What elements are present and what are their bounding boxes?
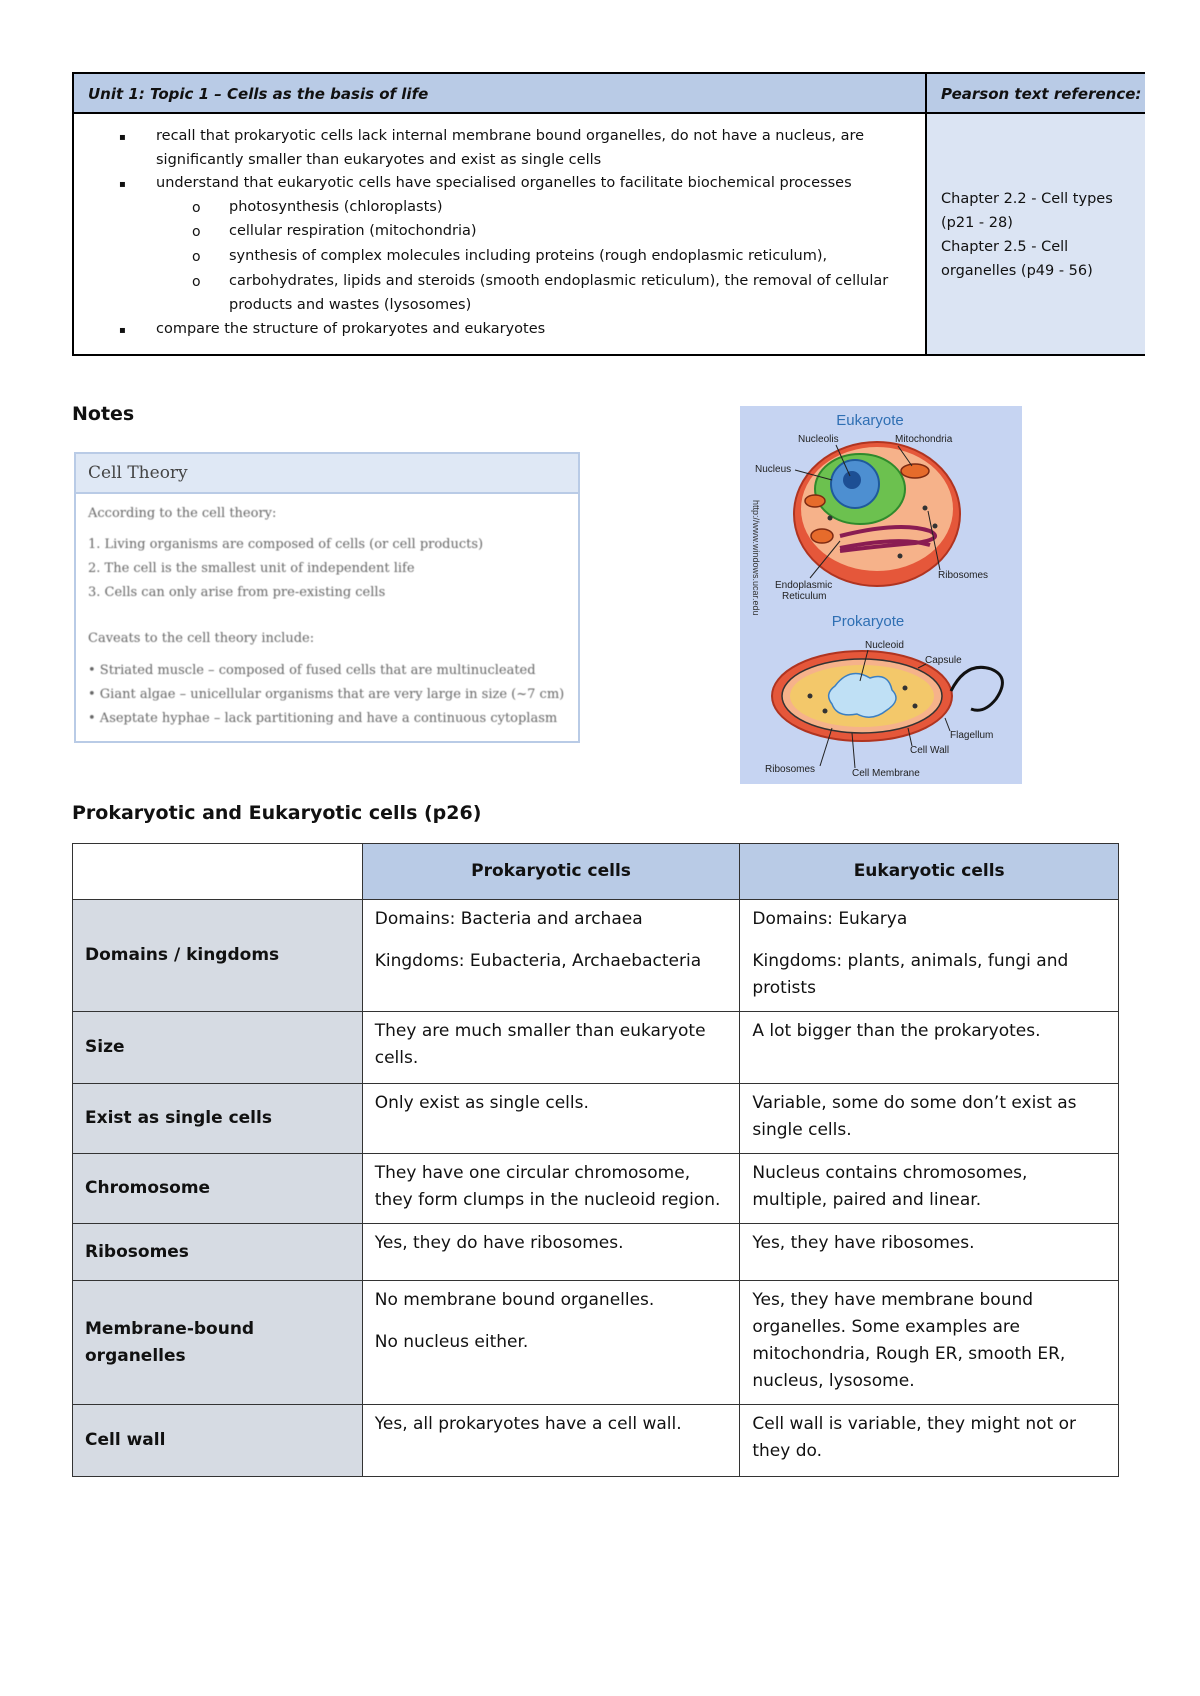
cell-text: They are much smaller than eukaryote cells.: [374, 1021, 706, 1068]
row-label: Domains / kingdoms: [73, 900, 363, 1012]
cell-text: Yes, they have ribosomes.: [752, 1233, 975, 1253]
prokaryotic-cell: [362, 1154, 740, 1224]
cell-text: Variable, some do some don’t exist as single cells.: [752, 1093, 1077, 1140]
diagram-source-text: http://www.windows.ucar.edu: [751, 500, 761, 616]
column-header-eukaryotic: Eukaryotic cells: [740, 844, 1119, 900]
cell-text: Cell wall is variable, they might not or they do.: [752, 1414, 1076, 1461]
outcome-line: compare the structure of prokaryotes and eukaryotes: [156, 321, 546, 337]
sub-bullet-icon: o: [192, 224, 201, 240]
column-header-blank: [73, 844, 363, 900]
row-label: Exist as single cells: [73, 1084, 363, 1154]
row-label: Membrane-bound organelles: [73, 1281, 363, 1405]
outcome-sub-line: products and wastes (lysosomes): [229, 297, 472, 313]
prokaryotic-cell: [362, 1012, 740, 1084]
table-row: [73, 1224, 1119, 1281]
cell-text: They have one circular chromosome, they form clumps in the nucleoid region.: [374, 1163, 721, 1210]
label-nucleolis: Nucleolis: [798, 434, 839, 445]
ribosome-dot: [903, 686, 908, 691]
label-ribosomes: Ribosomes: [765, 764, 816, 775]
sub-bullet-icon: o: [192, 249, 201, 265]
mitochondrion-shape: [811, 529, 833, 543]
unit-title: Unit 1: Topic 1 – Cells as the basis of life: [74, 74, 927, 114]
cell-text: Yes, all prokaryotes have a cell wall.: [374, 1414, 682, 1434]
outcome-sub-line: cellular respiration (mitochondria): [229, 223, 477, 239]
nucleolus-shape: [843, 471, 861, 489]
comparison-table: [72, 843, 1119, 1477]
ribosome-dot: [808, 694, 813, 699]
label-nucleoid: Nucleoid: [865, 640, 904, 651]
sub-bullet-icon: o: [192, 274, 201, 290]
table-row: [73, 900, 1119, 1012]
eukaryotic-cell: [740, 1154, 1119, 1224]
cell-theory-intro: According to the cell theory:: [88, 506, 277, 521]
label-cell-membrane: Cell Membrane: [852, 768, 920, 779]
ribosome-dot: [933, 524, 938, 529]
prokaryotic-cell: [362, 1281, 740, 1405]
eukaryotic-cell: [740, 1012, 1119, 1084]
notes-heading: Notes: [72, 403, 135, 425]
unit-topic-table: [72, 72, 1145, 356]
cell-theory-item: 3. Cells can only arise from pre-existing cells: [88, 585, 386, 600]
table-row: [73, 1012, 1119, 1084]
caveat-item: • Giant algae – unicellular organisms that are very large in size (~7 cm): [88, 687, 565, 702]
cell-text: Nucleus contains chromosomes, multiple, paired and linear.: [752, 1163, 1028, 1210]
pearson-reference-cell: [927, 114, 1145, 354]
eukaryote-title: Eukaryote: [836, 412, 904, 429]
mitochondrion-shape: [901, 464, 929, 478]
label-capsule: Capsule: [925, 655, 962, 666]
reference-line: Chapter 2.2 - Cell types: [941, 191, 1113, 207]
caveats-intro: Caveats to the cell theory include:: [88, 631, 315, 646]
ribosome-dot: [828, 516, 833, 521]
cell-theory-box: [74, 452, 580, 743]
row-label: Chromosome: [73, 1154, 363, 1224]
prokaryotic-cell: [362, 900, 740, 1012]
reference-line: organelles (p49 - 56): [941, 263, 1093, 279]
outcome-sub-line: synthesis of complex molecules including proteins (rough endoplasmic reticulum),: [229, 248, 828, 264]
cell-text: Kingdoms: Eubacteria, Archaebacteria: [374, 951, 702, 971]
ribosome-dot: [923, 506, 928, 511]
comparison-heading: Prokaryotic and Eukaryotic cells (p26): [72, 802, 482, 824]
sub-bullet-icon: o: [192, 200, 201, 216]
eukaryotic-cell: [740, 1224, 1119, 1281]
ribosome-dot: [913, 704, 918, 709]
row-label: Ribosomes: [73, 1224, 363, 1281]
eukaryotic-cell: [740, 1281, 1119, 1405]
prokaryotic-cell: [362, 1224, 740, 1281]
table-row: [73, 1405, 1119, 1477]
prokaryotic-cell: [362, 1405, 740, 1477]
cell-text: Yes, they have membrane bound organelles. Some examples are mitochondria, Rough ER, smooth ER, nucleus, lysosome.: [752, 1290, 1066, 1391]
bullet-icon: ▪: [119, 325, 126, 336]
table-row: [73, 1281, 1119, 1405]
label-er: Endoplasmic: [775, 580, 833, 591]
bullet-icon: ▪: [119, 132, 126, 143]
label-nucleus: Nucleus: [755, 464, 792, 475]
label-flagellum: Flagellum: [950, 730, 994, 741]
label-er: Reticulum: [782, 591, 827, 602]
table-row: [73, 1084, 1119, 1154]
row-label: Size: [73, 1012, 363, 1084]
caveat-item: • Striated muscle – composed of fused cells that are multinucleated: [88, 663, 536, 678]
cell-text: No nucleus either.: [374, 1332, 529, 1352]
bullet-icon: ▪: [119, 179, 126, 190]
ribosome-dot: [823, 709, 828, 714]
cell-theory-title: Cell Theory: [76, 454, 578, 494]
label-mitochondria: Mitochondria: [895, 434, 953, 445]
pearson-reference-header: Pearson text reference:: [927, 74, 1145, 114]
label-ribosomes: Ribosomes: [938, 570, 989, 581]
reference-line: Chapter 2.5 - Cell: [941, 239, 1069, 255]
cell-text: Domains: Eukarya: [752, 909, 908, 929]
ribosome-dot: [898, 554, 903, 559]
table-row: [73, 1154, 1119, 1224]
outcome-sub-line: carbohydrates, lipids and steroids (smooth endoplasmic reticulum), the removal of cellular: [229, 273, 889, 289]
leader-line: [945, 718, 950, 731]
cell-diagram: [740, 406, 1022, 784]
caveat-item: • Aseptate hyphae – lack partitioning and have a continuous cytoplasm: [88, 711, 558, 726]
column-header-prokaryotic: Prokaryotic cells: [362, 844, 740, 900]
cell-text: Only exist as single cells.: [374, 1093, 589, 1113]
outcome-line: understand that eukaryotic cells have specialised organelles to facilitate biochemical processes: [156, 175, 852, 191]
reference-line: (p21 - 28): [941, 215, 1013, 231]
cell-text: A lot bigger than the prokaryotes.: [752, 1021, 1041, 1041]
outcome-sub-line: photosynthesis (chloroplasts): [229, 199, 443, 215]
eukaryotic-cell: [740, 1405, 1119, 1477]
eukaryotic-cell: [740, 900, 1119, 1012]
flagellum-shape: [951, 667, 1002, 710]
table-header-row: [73, 844, 1119, 900]
eukaryotic-cell: [740, 1084, 1119, 1154]
row-label: Cell wall: [73, 1405, 363, 1477]
prokaryote-title: Prokaryote: [831, 613, 905, 630]
outcome-line: significantly smaller than eukaryotes and exist as single cells: [156, 152, 602, 168]
cell-text: Yes, they do have ribosomes.: [374, 1233, 624, 1253]
prokaryotic-cell: [362, 1084, 740, 1154]
cell-text: Domains: Bacteria and archaea: [374, 909, 643, 929]
cell-diagram-svg: [740, 406, 1022, 784]
learning-outcomes-cell: [74, 114, 927, 354]
cell-theory-item: 2. The cell is the smallest unit of independent life: [88, 561, 415, 576]
outcome-line: recall that prokaryotic cells lack internal membrane bound organelles, do not have a nucleus, are: [156, 128, 865, 144]
cell-theory-item: 1. Living organisms are composed of cells (or cell products): [88, 537, 484, 552]
label-cell-wall: Cell Wall: [910, 745, 950, 756]
mitochondrion-shape: [805, 495, 825, 507]
cell-text: Kingdoms: plants, animals, fungi and protists: [752, 951, 1069, 998]
cell-text: No membrane bound organelles.: [374, 1290, 655, 1310]
